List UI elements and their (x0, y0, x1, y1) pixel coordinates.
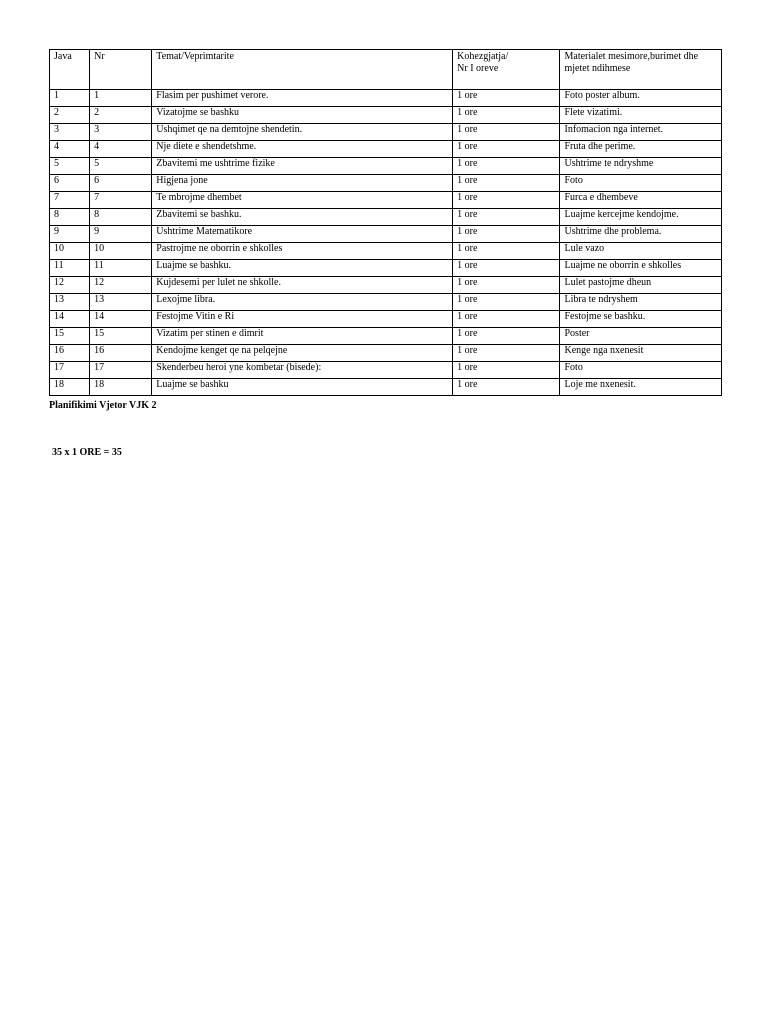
cell-java: 16 (50, 345, 90, 362)
table-row (50, 260, 722, 277)
cell-java: 2 (50, 107, 90, 124)
header-temat: Temat/Veprimtarite (152, 50, 453, 90)
cell-materialet: Festojme se bashku. (560, 311, 722, 328)
cell-tema: Kujdesemi per lulet ne shkolle. (152, 277, 453, 294)
cell-kohezgjatja: 1 ore (453, 141, 560, 158)
cell-materialet: Furca e dhembeve (560, 192, 722, 209)
document-caption: Planifikimi Vjetor VJK 2 (49, 400, 157, 411)
header-kohezgjatja-line2: Nr I oreve (457, 63, 499, 74)
cell-java: 4 (50, 141, 90, 158)
cell-java: 18 (50, 379, 90, 396)
header-java: Java (50, 50, 90, 90)
cell-tema: Flasim per pushimet verore. (152, 90, 453, 107)
table-row (50, 345, 722, 362)
cell-kohezgjatja: 1 ore (453, 107, 560, 124)
cell-kohezgjatja: 1 ore (453, 362, 560, 379)
total-hours: 35 x 1 ORE = 35 (52, 447, 122, 458)
cell-nr: 15 (90, 328, 152, 345)
cell-java: 7 (50, 192, 90, 209)
cell-materialet: Foto (560, 175, 722, 192)
cell-nr: 16 (90, 345, 152, 362)
cell-materialet: Libra te ndryshem (560, 294, 722, 311)
table-row (50, 311, 722, 328)
cell-java: 6 (50, 175, 90, 192)
cell-kohezgjatja: 1 ore (453, 209, 560, 226)
cell-nr: 1 (90, 90, 152, 107)
cell-java: 5 (50, 158, 90, 175)
cell-materialet: Flete vizatimi. (560, 107, 722, 124)
header-kohezgjatja (453, 50, 560, 90)
cell-java: 17 (50, 362, 90, 379)
cell-nr: 12 (90, 277, 152, 294)
table-row (50, 328, 722, 345)
cell-nr: 2 (90, 107, 152, 124)
cell-java: 14 (50, 311, 90, 328)
table-row (50, 124, 722, 141)
cell-tema: Te mbrojme dhembet (152, 192, 453, 209)
header-nr: Nr (90, 50, 152, 90)
cell-kohezgjatja: 1 ore (453, 260, 560, 277)
cell-tema: Zbavitemi me ushtrime fizike (152, 158, 453, 175)
cell-java: 3 (50, 124, 90, 141)
header-row (50, 50, 722, 90)
cell-kohezgjatja: 1 ore (453, 175, 560, 192)
cell-nr: 11 (90, 260, 152, 277)
cell-tema: Skenderbeu heroi yne kombetar (bisede): (152, 362, 453, 379)
cell-materialet: Kenge nga nxenesit (560, 345, 722, 362)
cell-kohezgjatja: 1 ore (453, 226, 560, 243)
table-row (50, 175, 722, 192)
cell-java: 15 (50, 328, 90, 345)
table-row (50, 362, 722, 379)
cell-tema: Higjena jone (152, 175, 453, 192)
cell-tema: Nje diete e shendetshme. (152, 141, 453, 158)
cell-tema: Zbavitemi se bashku. (152, 209, 453, 226)
cell-nr: 14 (90, 311, 152, 328)
cell-materialet: Infomacion nga internet. (560, 124, 722, 141)
cell-nr: 17 (90, 362, 152, 379)
table-row (50, 243, 722, 260)
cell-nr: 7 (90, 192, 152, 209)
cell-tema: Lexojme libra. (152, 294, 453, 311)
header-kohezgjatja-line1: Kohezgjatja/ (457, 51, 509, 62)
table-row (50, 294, 722, 311)
cell-materialet: Poster (560, 328, 722, 345)
cell-materialet: Foto (560, 362, 722, 379)
cell-nr: 10 (90, 243, 152, 260)
table-body (50, 90, 722, 396)
cell-materialet: Luajme kercejme kendojme. (560, 209, 722, 226)
cell-materialet: Ushtrime te ndryshme (560, 158, 722, 175)
cell-materialet: Luajme ne oborrin e shkolles (560, 260, 722, 277)
cell-kohezgjatja: 1 ore (453, 311, 560, 328)
cell-materialet: Ushtrime dhe problema. (560, 226, 722, 243)
cell-tema: Luajme se bashku. (152, 260, 453, 277)
cell-kohezgjatja: 1 ore (453, 192, 560, 209)
table-row (50, 192, 722, 209)
cell-tema: Kendojme kenget qe na pelqejne (152, 345, 453, 362)
cell-nr: 5 (90, 158, 152, 175)
cell-materialet: Loje me nxenesit. (560, 379, 722, 396)
table-row (50, 90, 722, 107)
table-row (50, 226, 722, 243)
cell-nr: 13 (90, 294, 152, 311)
cell-materialet: Fruta dhe perime. (560, 141, 722, 158)
cell-materialet: Foto poster album. (560, 90, 722, 107)
cell-nr: 3 (90, 124, 152, 141)
cell-tema: Luajme se bashku (152, 379, 453, 396)
cell-kohezgjatja: 1 ore (453, 124, 560, 141)
cell-materialet: Lulet pastojme dheun (560, 277, 722, 294)
table-row (50, 277, 722, 294)
cell-materialet: Lule vazo (560, 243, 722, 260)
table-row (50, 107, 722, 124)
cell-kohezgjatja: 1 ore (453, 345, 560, 362)
cell-tema: Pastrojme ne oborrin e shkolles (152, 243, 453, 260)
cell-kohezgjatja: 1 ore (453, 328, 560, 345)
cell-kohezgjatja: 1 ore (453, 277, 560, 294)
cell-nr: 8 (90, 209, 152, 226)
cell-nr: 4 (90, 141, 152, 158)
table-row (50, 158, 722, 175)
cell-kohezgjatja: 1 ore (453, 158, 560, 175)
cell-java: 1 (50, 90, 90, 107)
annual-plan-table (49, 49, 722, 396)
cell-java: 13 (50, 294, 90, 311)
cell-nr: 18 (90, 379, 152, 396)
cell-java: 12 (50, 277, 90, 294)
table-row (50, 209, 722, 226)
cell-tema: Ushtrime Matematikore (152, 226, 453, 243)
cell-tema: Ushqimet qe na demtojne shendetin. (152, 124, 453, 141)
cell-java: 10 (50, 243, 90, 260)
cell-nr: 9 (90, 226, 152, 243)
cell-nr: 6 (90, 175, 152, 192)
cell-kohezgjatja: 1 ore (453, 294, 560, 311)
table-header (50, 50, 722, 90)
cell-tema: Vizatojme se bashku (152, 107, 453, 124)
header-materialet: Materialet mesimore,burimet dhe mjetet ndihmese (560, 50, 722, 90)
cell-java: 9 (50, 226, 90, 243)
table-row (50, 141, 722, 158)
cell-kohezgjatja: 1 ore (453, 90, 560, 107)
cell-java: 11 (50, 260, 90, 277)
cell-tema: Festojme Vitin e Ri (152, 311, 453, 328)
cell-tema: Vizatim per stinen e dimrit (152, 328, 453, 345)
cell-kohezgjatja: 1 ore (453, 379, 560, 396)
cell-java: 8 (50, 209, 90, 226)
cell-kohezgjatja: 1 ore (453, 243, 560, 260)
table-row (50, 379, 722, 396)
